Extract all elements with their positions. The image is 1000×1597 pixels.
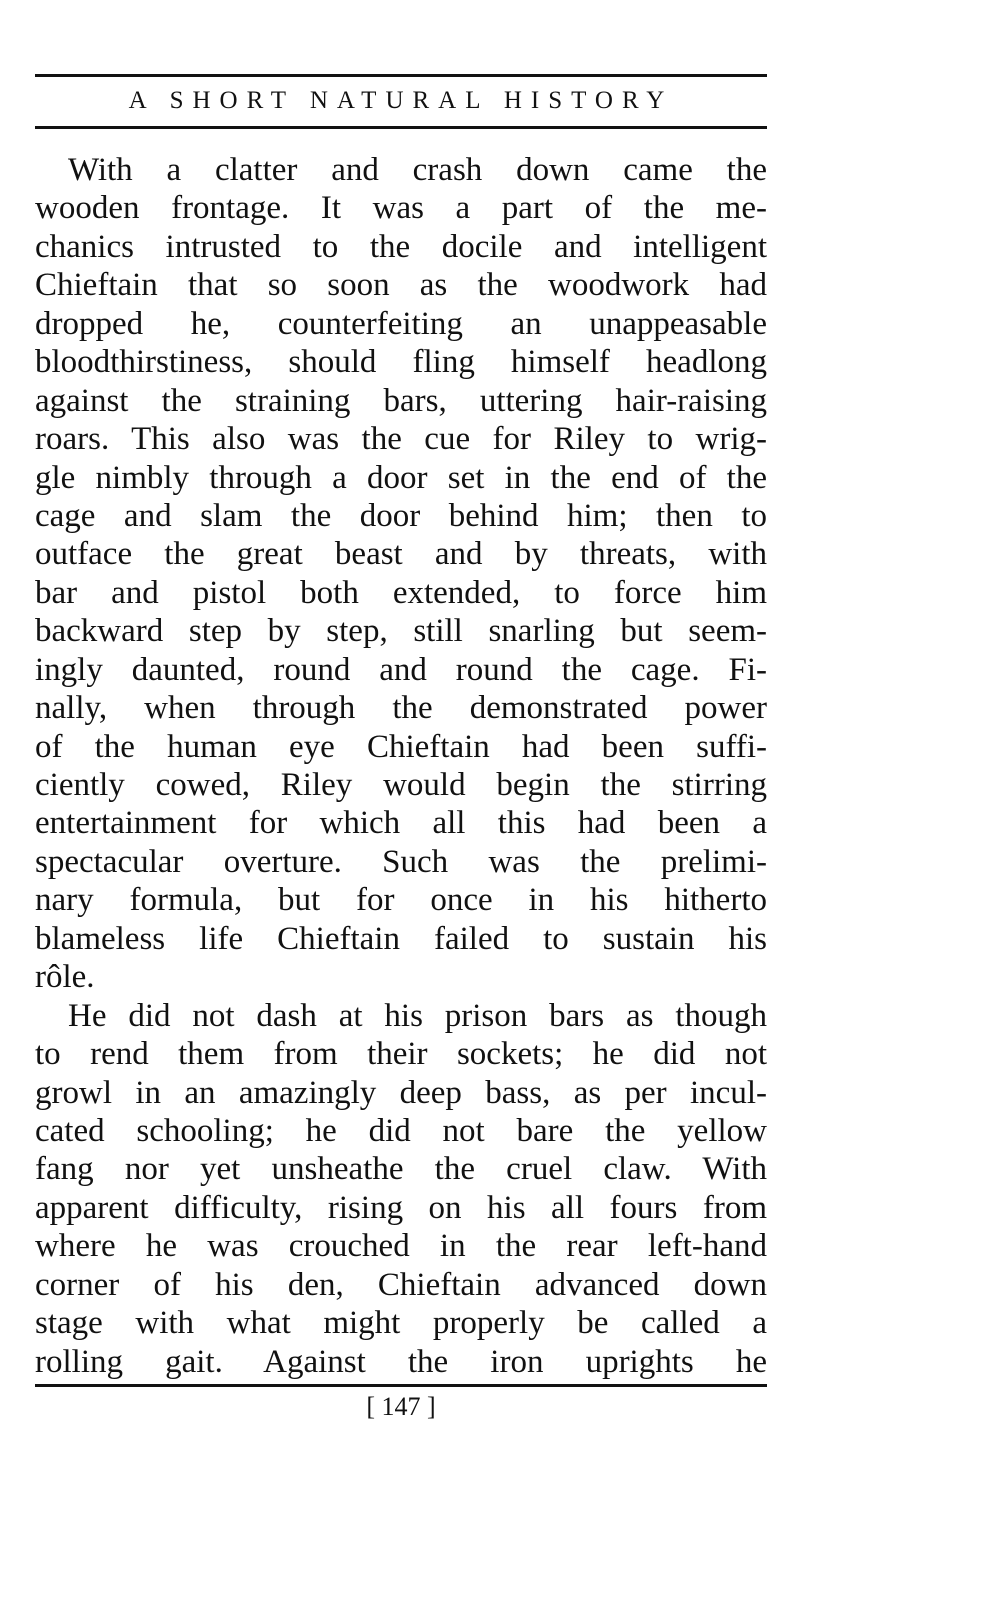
text-line: ingly daunted, round and round the cage. Fi- [35,651,767,688]
page-number: [ 147 ] [366,1392,436,1421]
text-line: cated schooling; he did not bare the yellow [35,1112,767,1149]
running-head: A SHORT NATURAL HISTORY [128,87,674,114]
text-line: gle nimbly through a door set in the end of the [35,459,767,496]
body-text [35,151,767,1381]
header-rule [35,126,767,129]
text-line: chanics intrusted to the docile and intelligent [35,228,767,265]
text-line: dropped he, counterfeiting an unappeasable [35,305,767,342]
text-line: where he was crouched in the rear left-hand [35,1228,767,1265]
text-line: fang nor yet unsheathe the cruel claw. With [35,1151,767,1188]
text-line: roars. This also was the cue for Riley to wrig- [35,421,767,458]
text-line: to rend them from their sockets; he did not [35,1036,767,1073]
text-line: backward step by step, still snarling but seem- [35,613,767,650]
text-line: nary formula, but for once in his hitherto [35,882,767,919]
text-line: bar and pistol both extended, to force him [35,574,767,611]
text-line: corner of his den, Chieftain advanced down [35,1266,767,1303]
text-line: spectacular overture. Such was the prelimi- [35,843,767,880]
text-line: rôle. [35,959,95,996]
text-line: apparent difficulty, rising on his all fours from [35,1189,767,1226]
text-line: of the human eye Chieftain had been suffi- [35,728,767,765]
text-line: nally, when through the demonstrated power [35,690,767,727]
text-line: stage with what might properly be called a [35,1305,767,1342]
text-line: cage and slam the door behind him; then to [35,497,767,534]
text-line: wooden frontage. It was a part of the me- [35,190,767,227]
text-line: He did not dash at his prison bars as though [68,997,767,1034]
text-line: rolling gait. Against the iron uprights he [35,1343,767,1380]
footer-rule [35,1384,767,1387]
text-line: blameless life Chieftain failed to sustain his [35,920,767,957]
text-line: bloodthirstiness, should fling himself headlong [35,344,767,381]
text-line: Chieftain that so soon as the woodwork had [35,267,767,304]
text-line: entertainment for which all this had been a [35,805,767,842]
text-line: ciently cowed, Riley would begin the stirring [35,767,767,803]
top-rule [35,74,767,77]
text-line: outface the great beast and by threats, with [35,536,767,573]
text-line: growl in an amazingly deep bass, as per incul- [35,1074,767,1111]
text-line: With a clatter and crash down came the [68,152,767,188]
text-line: against the straining bars, uttering hair-raising [35,382,767,419]
